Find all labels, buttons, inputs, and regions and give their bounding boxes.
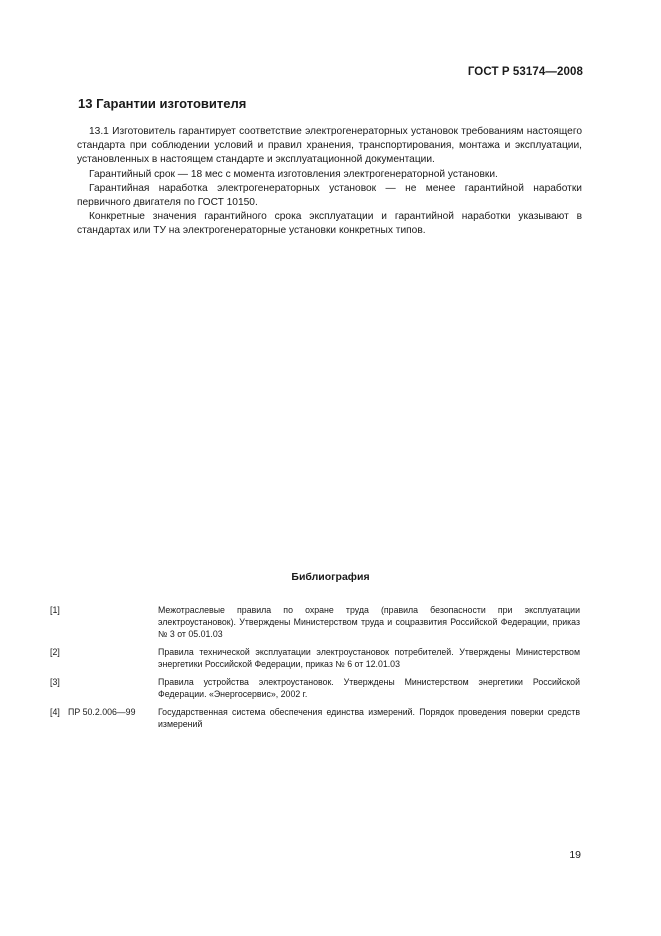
paragraph: Гарантийный срок — 18 мес с момента изготовления электрогенераторной установки. — [89, 168, 498, 180]
bibliography-ref — [50, 646, 158, 670]
bibliography-number: [4] — [50, 707, 60, 717]
bibliography-number: [2] — [50, 647, 60, 657]
bibliography-list — [50, 604, 580, 736]
paragraph: Конкретные значения гарантийного срока эксплуатации и гарантийной наработки указывают в стандартах или ТУ на электрогенераторные установки конкретных типов. — [77, 211, 582, 237]
bibliography-code: ПР 50.2.006—99 — [68, 707, 136, 717]
section-title: 13 Гарантии изготовителя — [78, 96, 247, 111]
standard-code: ГОСТ Р 53174—2008 — [467, 66, 583, 78]
bibliography-ref — [50, 604, 158, 640]
bibliography-title: Библиография — [291, 571, 370, 583]
paragraph: Гарантийная наработка электрогенераторных установок — не менее гарантийной наработки первичного двигателя по ГОСТ 10150. — [77, 182, 582, 209]
bibliography-number: [1] — [50, 605, 60, 615]
section-body — [77, 125, 582, 239]
bibliography-text: Межотраслевые правила по охране труда (правила безопасности при эксплуатации электроустановок). Утверждены Министерством труда и соцразвития Российской Федерации, приказ № 3 от 05.01.03 — [158, 605, 580, 639]
paragraph: 13.1 Изготовитель гарантирует соответствие электрогенераторных установок требованиям настоящего стандарта при соблюдении условий и правил хранения, транспортирования, монтажа и эксплуатации, установленных в настоящем стандарте и эксплуатационной документации. — [77, 126, 582, 166]
bibliography-entry — [50, 706, 580, 730]
bibliography-text: Государственная система обеспечения единства измерений. Порядок проведения поверки средств измерений — [158, 707, 580, 729]
bibliography-text: Правила технической эксплуатации электроустановок потребителей. Утверждены Министерством энергетики Российской Федерации, приказ № 6 от 12.01.03 — [158, 647, 580, 669]
bibliography-ref — [50, 706, 158, 730]
bibliography-text: Правила устройства электроустановок. Утверждены Министерством энергетики Российской Федерации. «Энергосервис», 2002 г. — [158, 677, 580, 699]
bibliography-entry — [50, 646, 580, 670]
bibliography-ref — [50, 676, 158, 700]
bibliography-number: [3] — [50, 677, 60, 687]
page-number: 19 — [569, 849, 581, 861]
bibliography-entry — [50, 676, 580, 700]
bibliography-entry — [50, 604, 580, 640]
